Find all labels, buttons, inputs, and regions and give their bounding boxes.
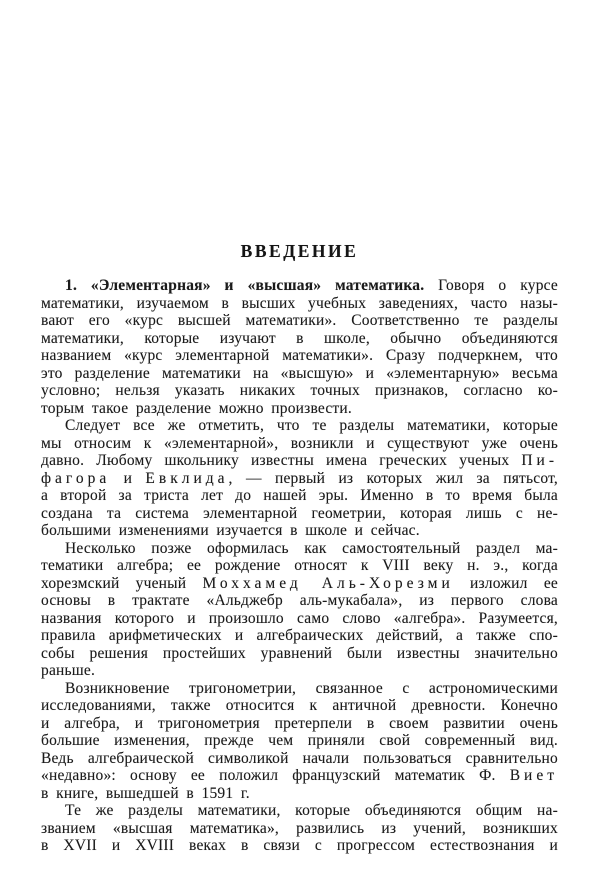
text-segment: Возникновение тригонометрии, связанное с астрономическими xyxy=(65,679,558,697)
text-line xyxy=(41,610,558,628)
text-segment: это разделение математики на «высшую» и «элементарную» весьма xyxy=(41,364,558,382)
text-line xyxy=(41,715,558,733)
text-segment: создана та система элементарной геометрии, которая лишь с не- xyxy=(41,504,558,522)
text-line xyxy=(41,505,558,523)
text-segment: Те же разделы математики, которые объединяются общим на- xyxy=(65,802,558,819)
text-line xyxy=(41,732,558,750)
text-segment: большими изменениями изучается в школе и сейчас. xyxy=(41,522,420,539)
text-segment: исследованиями, также относится к античной древности. Конечно xyxy=(41,697,558,714)
text-segment: «недавно»: основу ее положил французский математик Ф. xyxy=(41,767,510,784)
text-segment: тематики алгебра; ее рождение относят к VIII веку н. э., когда xyxy=(41,557,558,574)
text-segment: фагора xyxy=(41,469,111,487)
text-segment: изложил ее xyxy=(453,574,558,592)
text-segment: математики, которые изучают в школе, обычно объединяются xyxy=(41,329,558,347)
text-segment: хорезмский ученый xyxy=(41,574,203,592)
text-segment: в книге, вышедшей в 1591 г. xyxy=(41,784,250,802)
text-line xyxy=(41,295,558,313)
text-line xyxy=(41,680,558,698)
text-line xyxy=(41,592,558,610)
text-line xyxy=(41,277,558,295)
text-segment: вают его «курс высшей математики». Соответственно те разделы xyxy=(41,312,558,329)
text-segment: Моххамед Аль-Хорезми xyxy=(202,574,454,592)
text-segment: условно; нельзя указать никаких точных признаков, согласно ко- xyxy=(41,382,558,399)
text-line xyxy=(41,820,558,838)
text-line xyxy=(41,312,558,330)
text-segment: в XVII и XVIII веках в связи с прогрессом естествознания и xyxy=(41,837,558,854)
text-segment: Несколько позже оформилась как самостоятельный раздел ма- xyxy=(65,539,558,557)
text-line xyxy=(41,557,558,575)
text-segment: и xyxy=(110,469,146,487)
text-line xyxy=(41,627,558,645)
paragraph xyxy=(41,277,558,417)
text-line xyxy=(41,435,558,453)
text-segment: , — первый из которых жил за пятьсот, xyxy=(228,469,558,487)
text-line xyxy=(41,470,558,488)
text-line xyxy=(41,837,558,855)
text-line xyxy=(41,697,558,715)
text-line xyxy=(41,382,558,400)
text-line xyxy=(41,365,558,383)
text-line xyxy=(41,487,558,505)
paragraph xyxy=(41,680,558,803)
text-line xyxy=(41,347,558,365)
text-line xyxy=(41,575,558,593)
text-segment: званием «высшая математика», развились из учений, возникших xyxy=(41,819,558,837)
text-segment: 1. «Элементарная» и «высшая» математика. xyxy=(65,277,425,294)
text-line xyxy=(41,330,558,348)
text-segment: а второй за триста лет до нашей эры. Именно в то время была xyxy=(41,487,558,504)
page-body xyxy=(41,277,558,855)
text-segment: торым такое разделение можно произвести. xyxy=(41,399,352,417)
text-line xyxy=(41,645,558,663)
text-segment: и алгебра, и тригонометрия претерпели в своем развитии очень xyxy=(41,714,558,732)
text-segment: правила арифметических и алгебраических действий, а также спо- xyxy=(41,627,558,644)
text-segment: Ведь алгебраической символикой начали пользоваться сравнительно xyxy=(41,749,558,767)
text-segment: Евклида xyxy=(145,469,229,487)
paragraph xyxy=(41,540,558,680)
text-segment: собы решения простейших уравнений были известны значительно xyxy=(41,644,558,662)
text-line xyxy=(41,400,558,418)
page-content xyxy=(41,0,558,855)
page-title: ВВЕДЕНИЕ xyxy=(240,241,359,261)
text-line xyxy=(41,802,558,820)
text-line xyxy=(41,452,558,470)
text-line xyxy=(41,662,558,680)
text-segment: основы в трактате «Альджебр аль-мукабала», из первого слова xyxy=(41,592,558,609)
text-line xyxy=(41,522,558,540)
text-line xyxy=(41,417,558,435)
text-line xyxy=(41,540,558,558)
text-segment: Виет xyxy=(509,767,558,784)
text-segment: названием «курс элементарной математики». Сразу подчеркнем, что xyxy=(41,347,558,364)
text-line xyxy=(41,767,558,785)
text-line xyxy=(41,750,558,768)
text-segment: математики, изучаемом в высших учебных заведениях, часто назы- xyxy=(41,294,558,312)
text-segment: Говоря о курсе xyxy=(424,277,558,294)
text-segment: раньше. xyxy=(41,662,96,679)
text-segment: большие изменения, прежде чем приняли свой современный вид. xyxy=(41,732,558,749)
text-line xyxy=(41,785,558,803)
text-segment: Пи- xyxy=(521,452,558,469)
text-segment: Следует все же отметить, что те разделы математики, которые xyxy=(65,417,558,434)
paragraph xyxy=(41,802,558,855)
paragraph xyxy=(41,417,558,540)
text-segment: названия которого и произошло само слово «алгебра». Разумеется, xyxy=(41,609,558,627)
text-segment: мы относим к «элементарной», возникли и существуют уже очень xyxy=(41,434,558,452)
text-segment: давно. Любому школьнику известны имена греческих ученых xyxy=(41,452,522,469)
